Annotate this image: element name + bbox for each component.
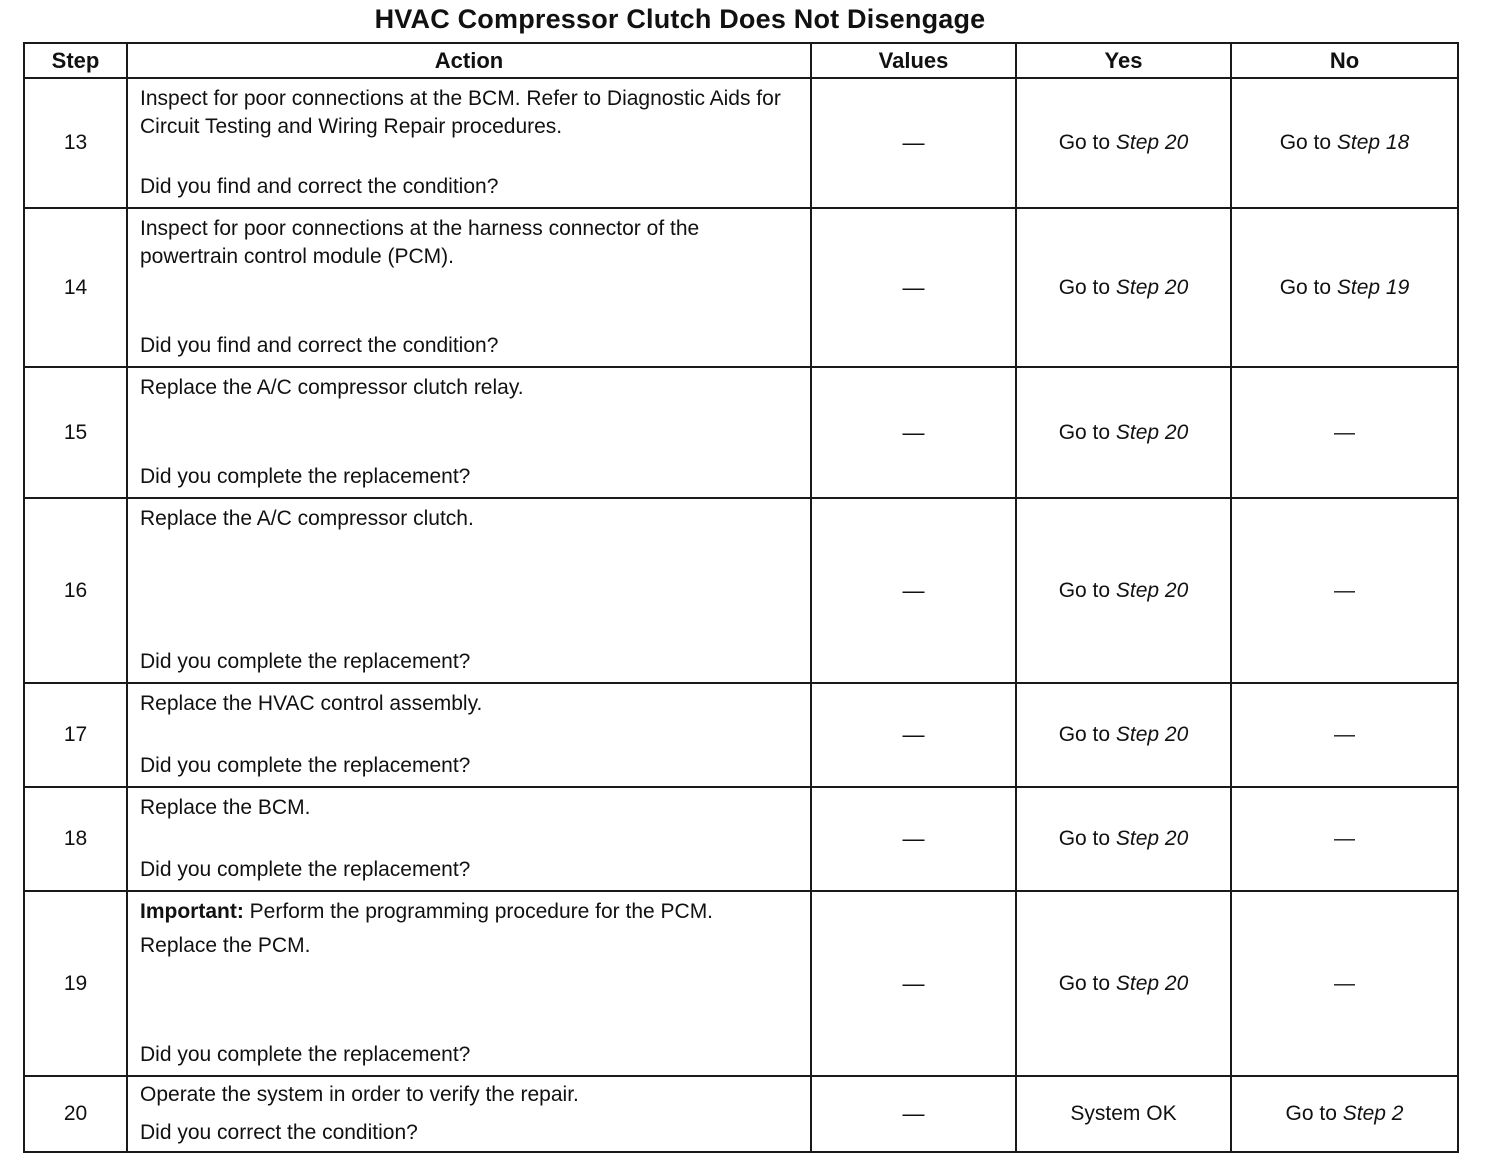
no-cell: —	[1231, 367, 1458, 498]
action-cell	[127, 208, 811, 367]
step-number: 18	[24, 787, 127, 891]
question-text: Did you find and correct the condition?	[140, 175, 499, 198]
action-cell	[127, 367, 811, 498]
no-prefix: Go to	[1279, 275, 1337, 299]
no-step-link: Step 2	[1342, 1102, 1404, 1125]
question-text: Did you complete the replacement?	[140, 1043, 471, 1066]
no-cell	[1231, 208, 1458, 367]
no-cell: —	[1231, 891, 1458, 1076]
action-text: Operate the system in order to verify the repair.	[140, 1083, 579, 1106]
header-no: No	[1231, 43, 1458, 78]
action-text: Inspect for poor connections at the harness connector of the powertrain control module (PCM).	[140, 217, 700, 268]
question-text: Did you complete the replacement?	[140, 858, 471, 881]
yes-prefix: Go to	[1058, 420, 1116, 444]
yes-step-link: Step 20	[1115, 971, 1189, 995]
header-values: Values	[811, 43, 1016, 78]
yes-prefix: Go to	[1058, 578, 1116, 602]
table-row	[24, 891, 1458, 1076]
no-cell	[1231, 1076, 1458, 1152]
values-cell: —	[811, 787, 1016, 891]
yes-step-link: Step 20	[1115, 275, 1189, 299]
yes-cell	[1016, 367, 1231, 498]
step-number: 20	[24, 1076, 127, 1152]
table-row	[24, 683, 1458, 787]
action-text: Replace the A/C compressor clutch.	[140, 507, 474, 530]
header-row	[24, 43, 1458, 78]
no-step-link: Step 19	[1336, 275, 1410, 299]
action-cell	[127, 78, 811, 208]
action-text: Replace the BCM.	[140, 796, 311, 819]
table-row	[24, 787, 1458, 891]
yes-cell	[1016, 683, 1231, 787]
yes-step-link: Step 20	[1115, 420, 1189, 444]
question-text: Did you correct the condition?	[140, 1121, 418, 1144]
yes-prefix: Go to	[1058, 971, 1116, 995]
yes-step-link: Step 20	[1115, 723, 1189, 746]
header-action: Action	[127, 43, 811, 78]
important-label: Important:	[140, 900, 244, 923]
action-text: Replace the HVAC control assembly.	[140, 692, 483, 715]
action-text: Replace the PCM.	[140, 934, 311, 957]
values-cell: —	[811, 683, 1016, 787]
action-cell	[127, 1076, 811, 1152]
action-cell	[127, 683, 811, 787]
table-row	[24, 1076, 1458, 1152]
yes-prefix: System OK	[1070, 1102, 1177, 1125]
values-cell: —	[811, 78, 1016, 208]
no-cell	[1231, 78, 1458, 208]
action-cell	[127, 891, 811, 1076]
yes-step-link: Step 20	[1115, 827, 1189, 850]
yes-cell	[1016, 891, 1231, 1076]
header-step: Step	[24, 43, 127, 78]
question-text: Did you find and correct the condition?	[140, 334, 499, 357]
no-prefix: Go to	[1285, 1102, 1343, 1125]
action-text: Replace the A/C compressor clutch relay.	[140, 376, 524, 399]
values-cell: —	[811, 498, 1016, 683]
values-cell: —	[811, 208, 1016, 367]
values-cell: —	[811, 891, 1016, 1076]
action-text: Inspect for poor connections at the BCM. Refer to Diagnostic Aids for Circuit Testing and Wiring Repair procedures.	[140, 87, 781, 138]
action-cell	[127, 787, 811, 891]
yes-cell	[1016, 787, 1231, 891]
step-number: 14	[24, 208, 127, 367]
step-number: 15	[24, 367, 127, 498]
table-row	[24, 208, 1458, 367]
step-number: 17	[24, 683, 127, 787]
yes-prefix: Go to	[1058, 723, 1116, 746]
header-yes: Yes	[1016, 43, 1231, 78]
yes-step-link: Step 20	[1115, 131, 1189, 154]
yes-prefix: Go to	[1058, 827, 1116, 850]
no-cell: —	[1231, 683, 1458, 787]
yes-prefix: Go to	[1058, 131, 1116, 154]
question-text: Did you complete the replacement?	[140, 465, 471, 488]
yes-cell	[1016, 1076, 1231, 1152]
no-step-link: Step 18	[1336, 131, 1410, 154]
values-cell: —	[811, 367, 1016, 498]
yes-cell	[1016, 498, 1231, 683]
yes-step-link: Step 20	[1115, 578, 1189, 602]
table-row	[24, 367, 1458, 498]
yes-prefix: Go to	[1058, 275, 1116, 299]
table-row	[24, 498, 1458, 683]
document-title: HVAC Compressor Clutch Does Not Disengage	[374, 4, 986, 34]
no-cell: —	[1231, 787, 1458, 891]
yes-cell	[1016, 78, 1231, 208]
yes-cell	[1016, 208, 1231, 367]
step-number: 19	[24, 891, 127, 1076]
no-prefix: Go to	[1279, 131, 1337, 154]
step-number: 13	[24, 78, 127, 208]
diagnostic-table	[23, 42, 1459, 1153]
step-number: 16	[24, 498, 127, 683]
question-text: Did you complete the replacement?	[140, 754, 471, 777]
table-row	[24, 78, 1458, 208]
action-cell	[127, 498, 811, 683]
important-text: Perform the programming procedure for the PCM.	[243, 900, 714, 923]
question-text: Did you complete the replacement?	[140, 650, 471, 673]
values-cell: —	[811, 1076, 1016, 1152]
no-cell: —	[1231, 498, 1458, 683]
